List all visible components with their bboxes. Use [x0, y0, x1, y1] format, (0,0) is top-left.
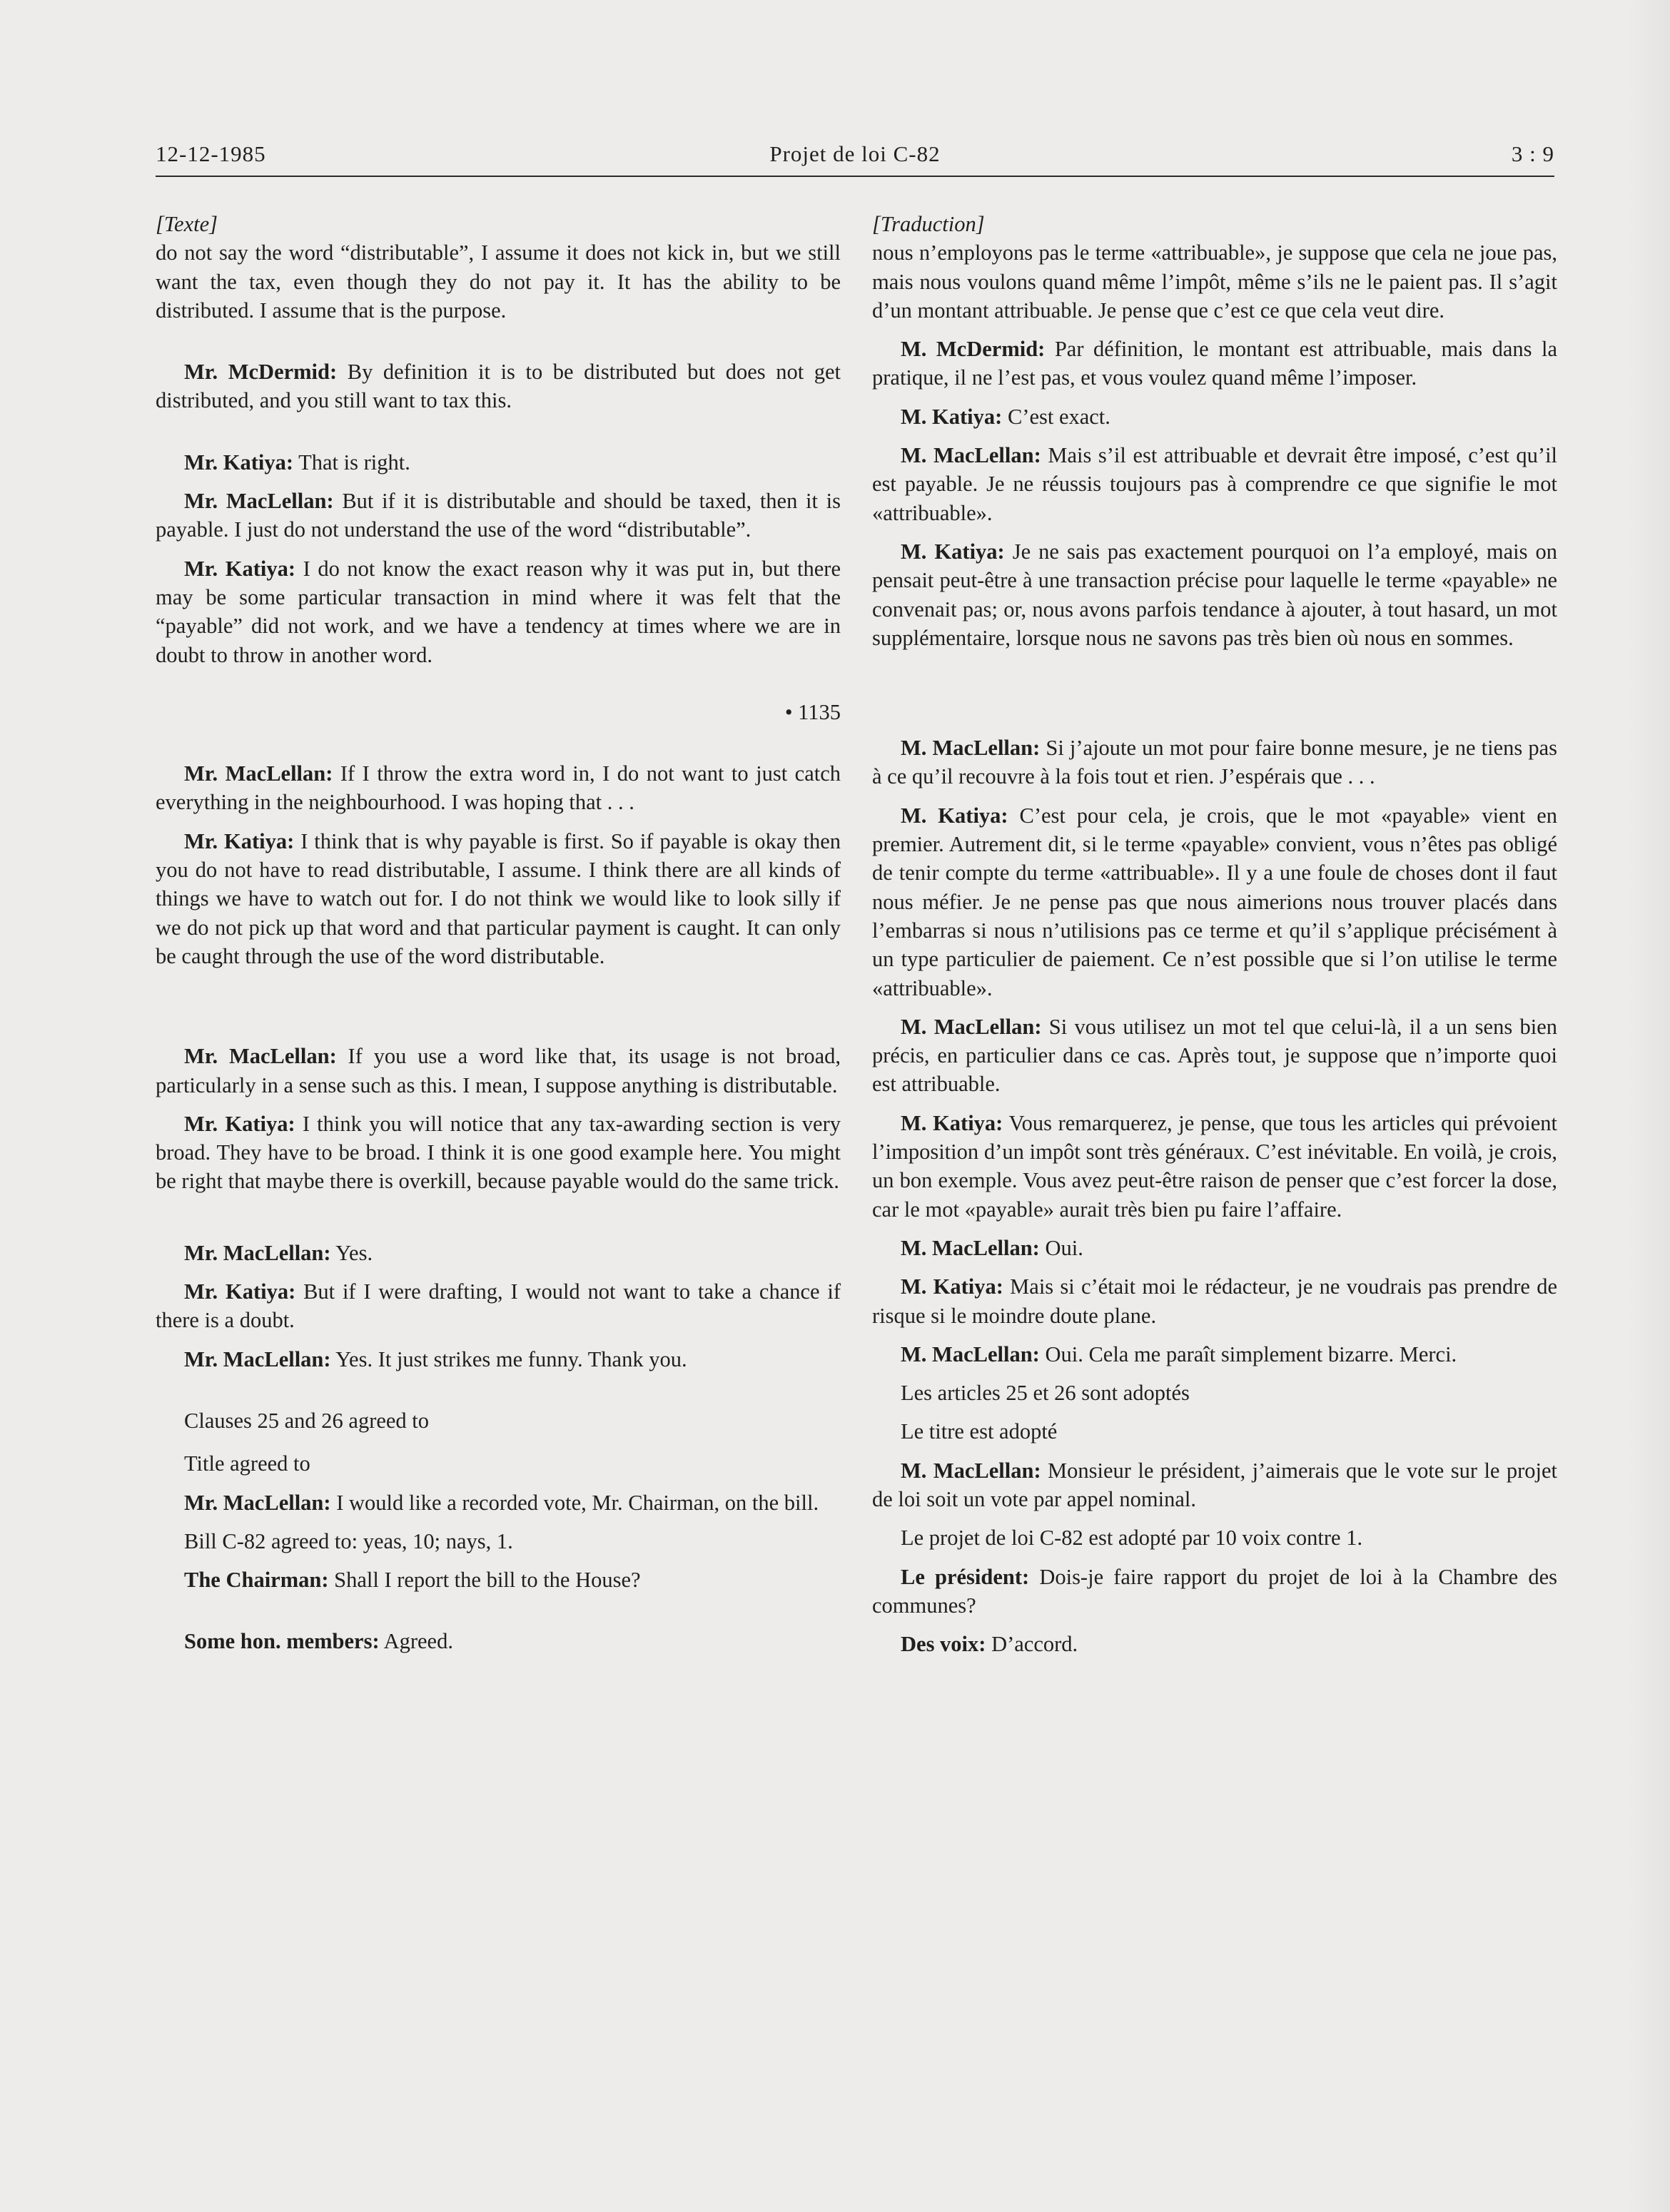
speech-text: I would like a recorded vote, Mr. Chairman, on the bill. [336, 1490, 819, 1515]
proceeding-note: Le projet de loi C-82 est adopté par 10 voix contre 1. [901, 1526, 1363, 1551]
speech [156, 1042, 841, 1100]
speech [872, 1340, 1557, 1369]
speaker: Mr. Katiya: [184, 450, 294, 475]
speaker: Mr. MacLellan: [184, 1346, 331, 1371]
french-column [872, 208, 1557, 1658]
speech-text: By definition it is to be distributed but does not get distributed, and you still want to tax this. [156, 360, 841, 413]
speech [156, 1239, 841, 1267]
speaker: M. Katiya: [901, 803, 1008, 828]
speaker: Mr. MacLellan: [184, 489, 334, 514]
speech-text: I think that is why payable is first. So if payable is okay then you do not have to read distributable, I assume. I think there are all kinds of things we have to watch out for. I do not think we would like to look silly if we do not pick up that word and that particular payment is caught. It can only be caught through the use of the word distributable. [156, 828, 841, 968]
speaker: Mr. McDermid: [184, 360, 338, 385]
speaker: Mr. MacLellan: [184, 1490, 331, 1515]
speaker: Mr. MacLellan: [184, 1044, 337, 1069]
speaker: Mr. Katiya: [184, 1111, 295, 1136]
proceeding-note: Les articles 25 et 26 sont adoptés [901, 1381, 1190, 1406]
speech [156, 1277, 841, 1335]
speech-text: Vous remarquerez, je pense, que tous les articles qui prévoient l’imposition d’un impôt sont très généraux. C’est inévitable. En voilà, je crois, un bon exemple. Vous avez peut-être raison de penser que c’est forcer la dose, car le mot «payable» aurait très bien pu faire l’affaire. [872, 1110, 1557, 1222]
speech-text: Si vous utilisez un mot tel que celui-là, il a un sens bien précis, en particulier dans ce cas. Après tout, je suppose que n’importe quoi est attribuable. [872, 1014, 1557, 1097]
time-marker: • 1135 [784, 699, 841, 724]
page-header [156, 141, 1554, 177]
speech-text: If you use a word like that, its usage is not broad, particularly in a sense such as this. I mean, I suppose anything is distributable. [156, 1044, 841, 1097]
speech-text: Agreed. [383, 1629, 453, 1654]
proceeding-note: Bill C-82 agreed to: yeas, 10; nays, 1. [184, 1528, 513, 1553]
speech [872, 537, 1557, 652]
speech [156, 1110, 841, 1196]
speech-text: Yes. [335, 1240, 373, 1265]
speaker: M. MacLellan: [901, 1014, 1042, 1039]
paragraph: do not say the word “distributable”, I assume it does not kick in, but we still want the tax, even though they do not pay it. It has the ability to be distributed. I assume that is the purpose. [156, 240, 841, 323]
speaker: Mr. Katiya: [184, 1279, 296, 1304]
speech-text: Dois-je faire rapport du projet de loi à la Chambre des communes? [872, 1564, 1557, 1618]
speech-text: I do not know the exact reason why it was put in, but there may be some particular transaction in mind where it was felt that the “payable” did not work, and we have a tendency at times where we are in doubt to throw in another word. [156, 556, 841, 667]
speech [156, 357, 841, 415]
speech [156, 1488, 841, 1517]
speaker: Mr. MacLellan: [184, 761, 333, 786]
speech [872, 1272, 1557, 1330]
proceeding-note: Title agreed to [184, 1451, 310, 1476]
speaker: Mr. Katiya: [184, 556, 295, 581]
english-column [156, 208, 841, 1656]
speech-text: C’est exact. [1007, 404, 1110, 429]
speech-text: Par définition, le montant est attribuable, mais dans la pratique, il ne l’est pas, et vous voulez quand même l’imposer. [872, 337, 1557, 390]
speech-text: But if it is distributable and should be taxed, then it is payable. I just do not understand the use of the word “distributable”. [156, 489, 841, 542]
speaker: M. Katiya: [901, 539, 1005, 564]
speaker: Mr. Katiya: [184, 828, 295, 853]
speech-text: D’accord. [991, 1632, 1078, 1657]
header-title: Projet de loi C-82 [769, 141, 941, 166]
speech [872, 1013, 1557, 1099]
speaker: Some hon. members: [184, 1629, 380, 1654]
speaker: M. MacLellan: [901, 1235, 1040, 1260]
speech-text: Je ne sais pas exactement pourquoi on l’a employé, mais on pensait peut-être à une transaction précise pour laquelle le terme «payable» ne convenait pas; or, nous avons parfois tendance à ajouter, à tout hasard, un mot supplémentaire, lorsque nous ne savons pas très bien où nous en sommes. [872, 539, 1557, 650]
speech [156, 554, 841, 669]
speech [156, 1627, 841, 1655]
speech-text: C’est pour cela, je crois, que le mot «payable» vient en premier. Autrement dit, si le terme «payable» convient, vous n’êtes pas obligé de tenir compte du terme «attribuable». Il y a une foule de choses dont il faut nous méfier. Je ne pense pas que nous aimerions nous trouver placés dans l’embarras si nous n’utilisions pas ce terme et qu’il s’applique précisément à un type particulier de paiement. Ce n’est possible que si l’on utilise le terme «attribuable». [872, 803, 1557, 1000]
speech-text: Monsieur le président, j’aimerais que le vote sur le projet de loi soit un vote par appel nominal. [872, 1458, 1558, 1511]
speech-text: Oui. [1045, 1235, 1083, 1260]
page-edge-shading [1627, 0, 1670, 2212]
speech [872, 1456, 1557, 1514]
speaker: M. MacLellan: [901, 1458, 1041, 1483]
proceeding-note: Clauses 25 and 26 agreed to [184, 1408, 430, 1433]
speech-text: But if I were drafting, I would not want to take a chance if there is a doubt. [156, 1279, 841, 1333]
header-page-number: 3 : 9 [1511, 141, 1554, 166]
speech-text: Oui. Cela me paraît simplement bizarre. Merci. [1045, 1341, 1457, 1366]
speech-text: Shall I report the bill to the House? [334, 1568, 641, 1593]
header-date: 12-12-1985 [156, 141, 266, 166]
speech [156, 759, 841, 817]
speech [156, 1345, 841, 1374]
speaker: M. Katiya: [901, 404, 1003, 429]
speaker: Le président: [901, 1564, 1030, 1589]
column-label: [Texte] [156, 212, 218, 236]
speech-text: I think you will notice that any tax-awarding section is very broad. They have to be broad. I think it is one good example here. You might be right that maybe there is overkill, because payable would do the same trick. [156, 1111, 841, 1194]
speaker: M. MacLellan: [901, 443, 1041, 468]
speech [872, 1234, 1557, 1262]
paragraph: nous n’employons pas le terme «attribuable», je suppose que cela ne joue pas, mais nous voulons quand même l’impôt, même s’ils ne le paient pas. Il s’agit d’un montant attribuable. Je pense que c’est ce que cela veut dire. [872, 240, 1557, 323]
speech [872, 1630, 1557, 1658]
speech-text: If I throw the extra word in, I do not want to just catch everything in the neighbourhood. I was hoping that . . . [156, 761, 841, 815]
speech [156, 827, 841, 970]
speech [156, 448, 841, 477]
speech [156, 1566, 841, 1594]
speech-text: Si j’ajoute un mot pour faire bonne mesure, je ne tiens pas à ce qu’il recouvre à la fois tout et rien. J’espérais que . . . [872, 736, 1557, 789]
proceeding-note: Le titre est adopté [901, 1419, 1058, 1444]
speech [156, 487, 841, 544]
column-label: [Traduction] [872, 212, 985, 236]
speaker: M. McDermid: [901, 337, 1046, 362]
speaker: M. MacLellan: [901, 736, 1041, 761]
speech [872, 801, 1557, 1003]
speech [872, 335, 1557, 392]
speech [872, 1563, 1557, 1620]
speech-text: Mais si c’était moi le rédacteur, je ne voudrais pas prendre de risque si le moindre doute plane. [872, 1274, 1557, 1328]
speech [872, 734, 1557, 791]
speech [872, 441, 1557, 527]
speaker: M. Katiya: [901, 1110, 1003, 1135]
speaker: M. Katiya: [901, 1274, 1003, 1299]
speaker: The Chairman: [184, 1568, 329, 1593]
speaker: Des voix: [901, 1632, 986, 1657]
speech-text: Mais s’il est attribuable et devrait être imposé, c’est qu’il est payable. Je ne réussis toujours pas à comprendre ce que signifie le mot «attribuable». [872, 443, 1558, 525]
speaker: Mr. MacLellan: [184, 1240, 331, 1265]
speech [872, 1109, 1557, 1224]
speech-text: That is right. [298, 450, 410, 475]
speech-text: Yes. It just strikes me funny. Thank you. [335, 1346, 687, 1371]
speaker: M. MacLellan: [901, 1341, 1040, 1366]
speech [872, 402, 1557, 431]
